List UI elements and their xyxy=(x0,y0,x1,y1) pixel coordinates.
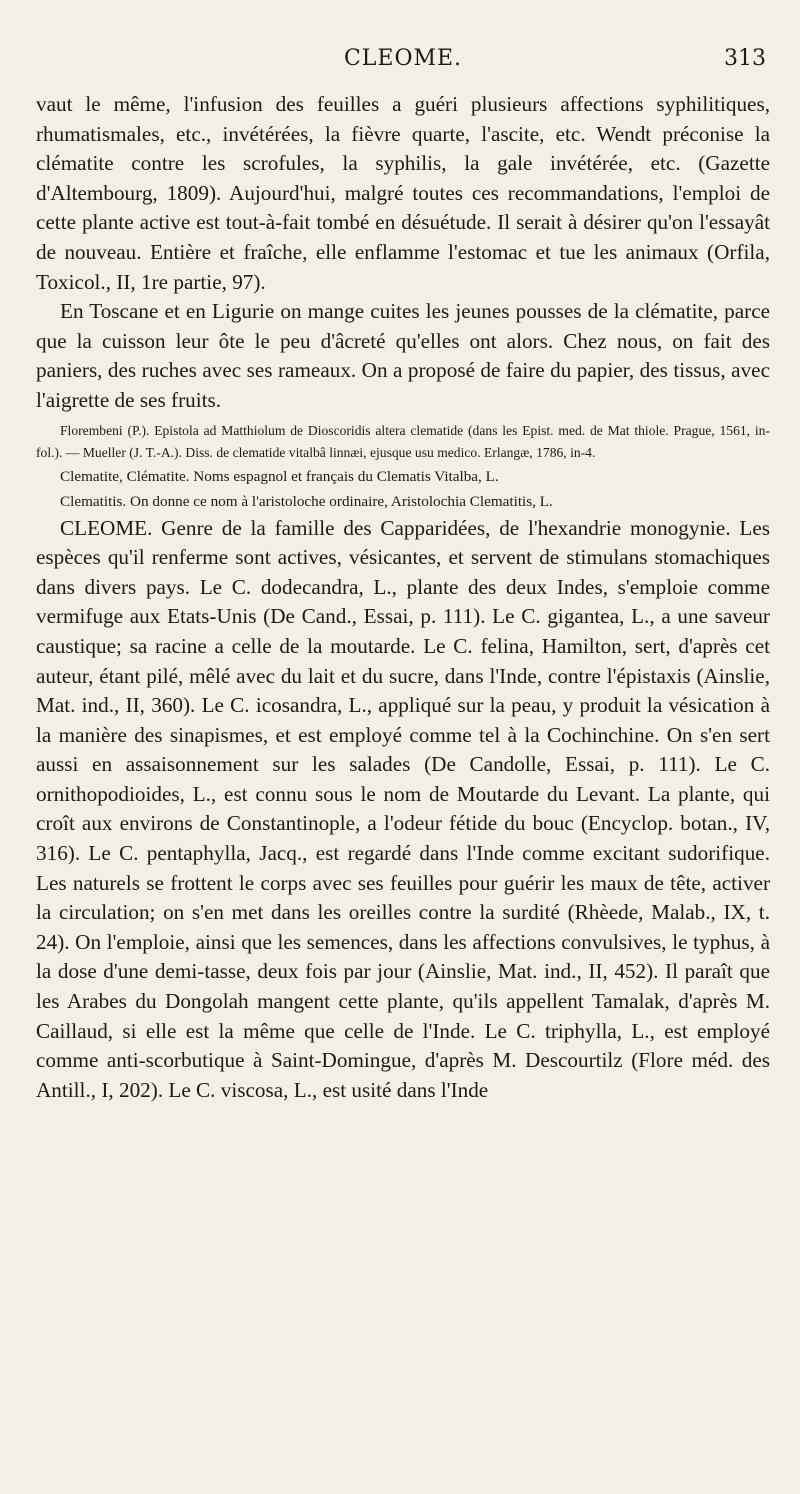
paragraph-clematite-food: En Toscane et en Ligurie on mange cuites les jeunes pousses de la clématite, parce que la cuisson leur ôte le peu d'âcreté qu'elles ont alors. Chez nous, on fait des paniers, des ruches avec ses rameaux. On a proposé de faire du papier, des tissus, avec l'aigrette de ses fruits. xyxy=(36,299,770,412)
paragraph-clematite-uses: vaut le même, l'infusion des feuilles a guéri plusieurs affections syphilitiques, rhumatismales, etc., invétérées, la fièvre quarte, l'ascite, etc. Wendt préconise la clématite contre les scrofules, la syphilis, la gale invétérée, etc. (Gazette d'Altembourg, 1809). Aujourd'hui, malgré toutes ces recommandations, l'emploi de cette plante active est tout-à-fait tombé en désuétude. Il serait à désirer qu'on l'essayât de nouveau. Entière et fraîche, elle enflamme l'estomac et tue les animaux (Orfila, Toxicol., II, 1re partie, 97). xyxy=(36,92,770,294)
running-title: CLEOME. xyxy=(343,46,463,71)
page-body xyxy=(36,90,770,1105)
bibliography-note: Florembeni (P.). Epistola ad Matthiolum de Dioscoridis altera clematide (dans les Epist. med. de Mat thiole. Prague, 1561, in-fol.). — Mueller (J. T.-A.). Diss. de clematide vitalbâ linnæi, ejusque usu medico. Erlangæ, 1786, in-4. xyxy=(36,422,770,460)
entry-clematite: Clematite, Clématite. Noms espagnol et français du Clematis Vitalba, L. xyxy=(60,467,499,485)
entry-cleome: CLEOME. Genre de la famille des Capparidées, de l'hexandrie monogynie. Les espèces qu'il renferme sont actives, vésicantes, et servent de stimulans stomachiques dans divers pays. Le C. dodecandra, L., plante des deux Indes, s'emploie comme vermifuge aux Etats-Unis (De Cand., Essai, p. 111). Le C. gigantea, L., a une saveur caustique; sa racine a celle de la moutarde. Le C. felina, Hamilton, sert, d'après cet auteur, étant pilé, mêlé avec du lait et du sucre, dans l'Inde, contre l'épistaxis (Ainslie, Mat. ind., II, 360). Le C. icosandra, L., appliqué sur la peau, y produit la vésication à la manière des sinapismes, et est employé comme tel à la Cochinchine. On s'en sert aussi en assaisonnement sur les salades (De Candolle, Essai, p. 111). Le C. ornithopodioides, L., est connu sous le nom de Moutarde du Levant. La plante, qui croît aux environs de Constantinople, a l'odeur fétide du bouc (Encyclop. botan., IV, 316). Le C. pentaphylla, Jacq., est regardé dans l'Inde comme excitant sudorifique. Les naturels se frottent le corps avec ses feuilles pour guérir les maux de tête, activer la circulation; on s'en met dans les oreilles contre la surdité (Rhèede, Malab., IX, t. 24). On l'emploie, ainsi que les semences, dans les affections convulsives, le typhus, à la dose d'une demi-tasse, deux fois par jour (Ainslie, Mat. ind., II, 452). Il paraît que les Arabes du Dongolah mangent cette plante, qu'ils appellent Tamalak, d'après M. Caillaud, si elle est la même que celle de l'Inde. Le C. triphylla, L., est employé comme anti-scorbutique à Saint-Domingue, d'après M. Descourtilz (Flore méd. des Antill., I, 202). Le C. viscosa, L., est usité dans l'Inde xyxy=(36,515,770,1102)
book-page xyxy=(0,42,800,1494)
entry-clematitis: Clematitis. On donne ce nom à l'aristoloche ordinaire, Aristolochia Clematitis, L. xyxy=(60,492,553,510)
page-number: 313 xyxy=(724,46,766,71)
page-header xyxy=(36,42,770,102)
